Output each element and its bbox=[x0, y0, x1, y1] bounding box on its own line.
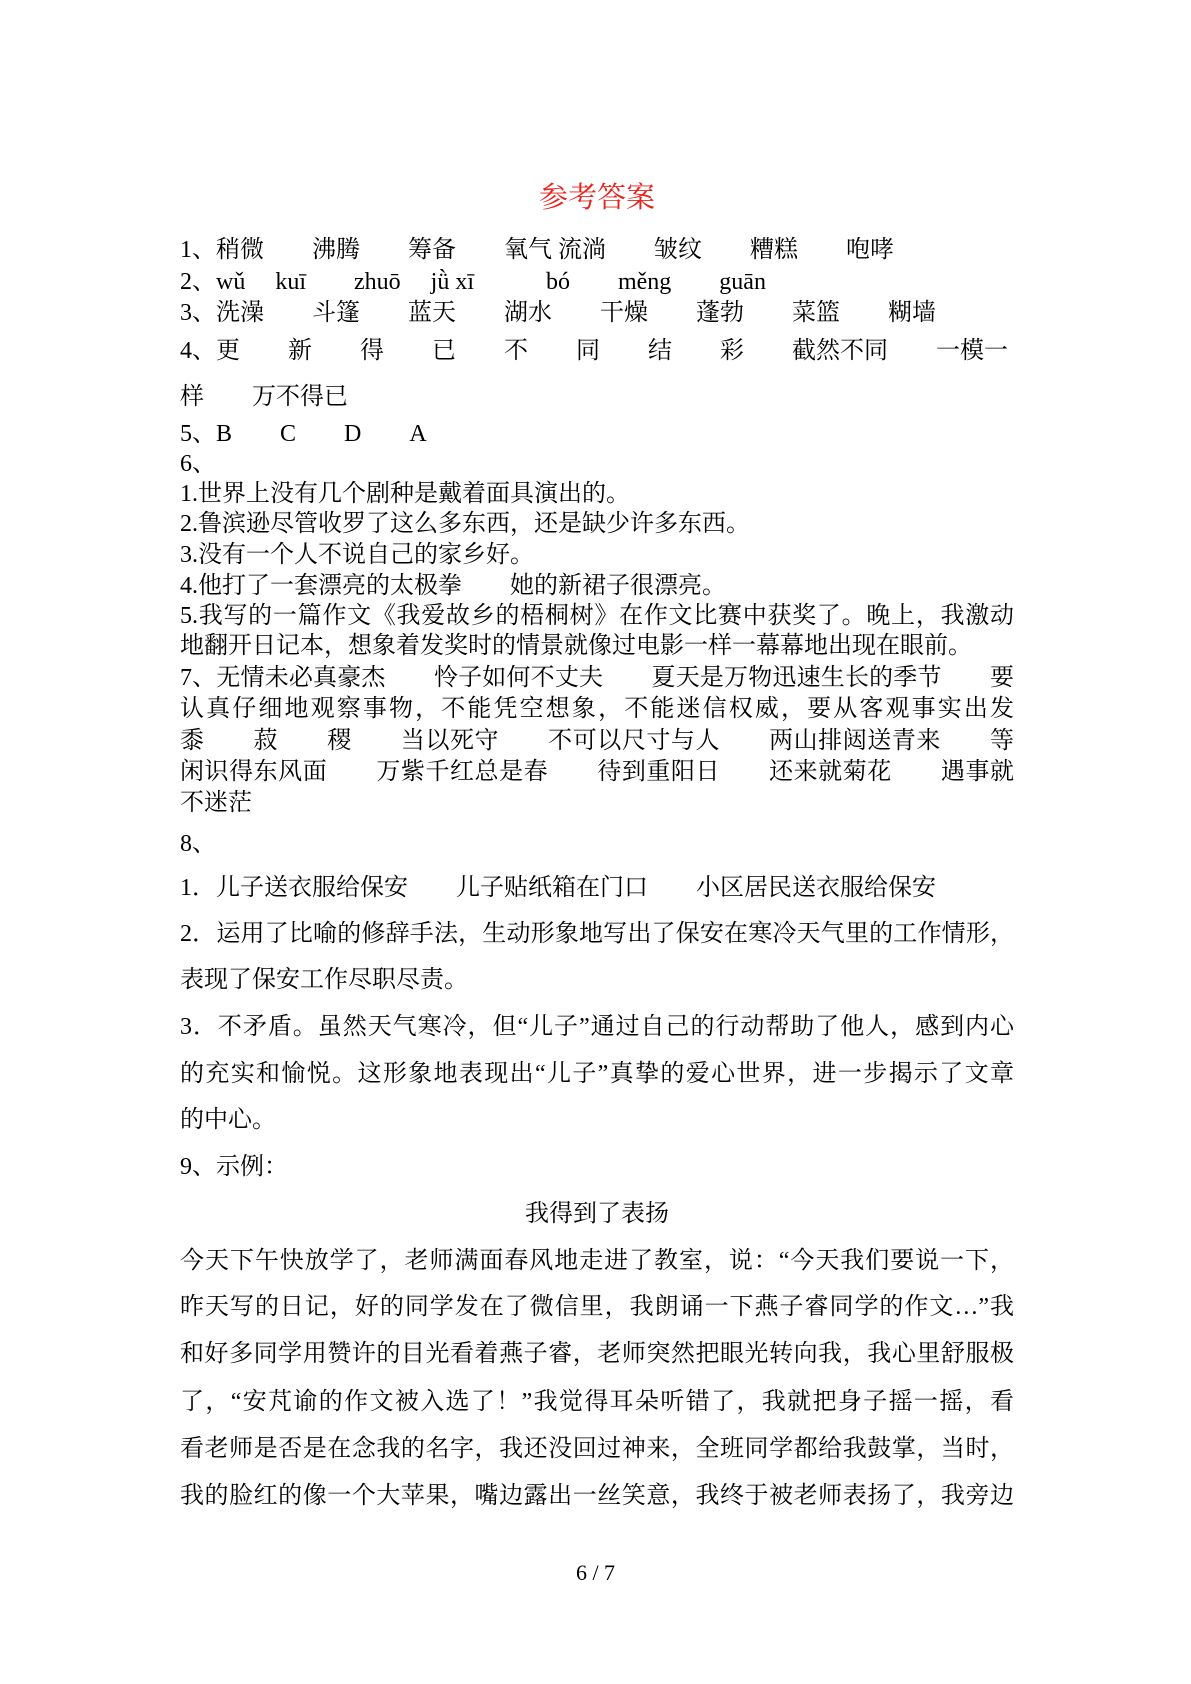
answer-8-line: 的充实和愉悦。这形象地表现出“儿子”真挚的爱心世界，进一步揭示了文章 bbox=[180, 1061, 1014, 1087]
answer-7-line: 认真仔细地观察事物，不能凭空想象，不能迷信权威，要从客观事实出发 bbox=[180, 696, 1014, 722]
essay-line: 昨天写的日记，好的同学发在了微信里，我朗诵一下燕子睿同学的作文…”我 bbox=[180, 1294, 1014, 1320]
answer-1-line: 1、稍微 沸腾 筹备 氧气 流淌 皱纹 糟糕 咆哮 bbox=[180, 237, 894, 263]
answer-8-line: 表现了保安工作尽职尽责。 bbox=[180, 967, 468, 993]
answer-9-label: 9、示例： bbox=[180, 1154, 288, 1180]
answer-4-line: 4、更 新 得 已 不 同 结 彩 截然不同 一模一 bbox=[180, 338, 1008, 364]
answer-8-label: 8、 bbox=[180, 831, 216, 857]
answer-8-line: 的中心。 bbox=[180, 1107, 276, 1133]
essay-line: 今天下午快放学了，老师满面春风地走进了教室，说：“今天我们要说一下， bbox=[180, 1248, 1014, 1274]
answer-6-line: 地翻开日记本，想象着发奖时的情景就像过电影一样一幕幕地出现在眼前。 bbox=[180, 633, 972, 659]
answer-6-line: 3.没有一个人不说自己的家乡好。 bbox=[180, 542, 534, 568]
page-number: 6 / 7 bbox=[575, 1560, 616, 1585]
answer-2-pinyin-line: 2、wǔ kuī zhuō jǜ xī bó měng guān bbox=[180, 269, 766, 295]
answer-8-line: 2．运用了比喻的修辞手法，生动形象地写出了保安在寒冷天气里的工作情形， bbox=[180, 921, 1014, 947]
essay-title: 我得到了表扬 bbox=[525, 1201, 669, 1227]
essay-line: 看老师是否是在念我的名字，我还没回过神来，全班同学都给我鼓掌，当时， bbox=[180, 1436, 1014, 1462]
essay-line: 了，“安芃谕的作文被入选了！”我觉得耳朵听错了，我就把身子摇一摇，看 bbox=[180, 1389, 1014, 1415]
answer-6-line: 1.世界上没有几个剧种是戴着面具演出的。 bbox=[180, 481, 630, 507]
essay-line: 和好多同学用赞许的目光看着燕子睿，老师突然把眼光转向我，我心里舒服极 bbox=[180, 1341, 1014, 1367]
answer-8-line: 1．儿子送衣服给保安 儿子贴纸箱在门口 小区居民送衣服给保安 bbox=[180, 875, 936, 901]
answer-3-line: 3、洗澡 斗篷 蓝天 湖水 干燥 蓬勃 菜篮 糊墙 bbox=[180, 300, 936, 326]
essay-line: 我的脸红的像一个大苹果，嘴边露出一丝笑意，我终于被老师表扬了，我旁边 bbox=[180, 1483, 1014, 1509]
answer-7-line: 不迷茫 bbox=[180, 790, 252, 816]
answer-6-line: 5.我写的一篇作文《我爱故乡的梧桐树》在作文比赛中获奖了。晚上，我激动 bbox=[180, 603, 1014, 629]
answer-7-line: 黍 菽 稷 当以死守 不可以尺寸与人 两山排闼送青来 等 bbox=[180, 728, 1014, 754]
answer-7-line: 7、无情未必真豪杰 怜子如何不丈夫 夏天是万物迅速生长的季节 要 bbox=[180, 665, 1014, 691]
answer-4-line: 样 万不得已 bbox=[180, 384, 348, 410]
answer-6-line: 2.鲁滨逊尽管收罗了这么多东西，还是缺少许多东西。 bbox=[180, 511, 750, 537]
answer-7-line: 闲识得东风面 万紫千红总是春 待到重阳日 还来就菊花 遇事就 bbox=[180, 759, 1014, 785]
answer-5-line: 5、B C D A bbox=[180, 421, 427, 447]
answer-8-line: 3．不矛盾。虽然天气寒冷，但“儿子”通过自己的行动帮助了他人，感到内心 bbox=[180, 1014, 1014, 1040]
page-title: 参考答案 bbox=[538, 182, 655, 214]
answer-6-label: 6、 bbox=[180, 451, 216, 477]
answer-6-line: 4.他打了一套漂亮的太极拳 她的新裙子很漂亮。 bbox=[180, 573, 726, 599]
